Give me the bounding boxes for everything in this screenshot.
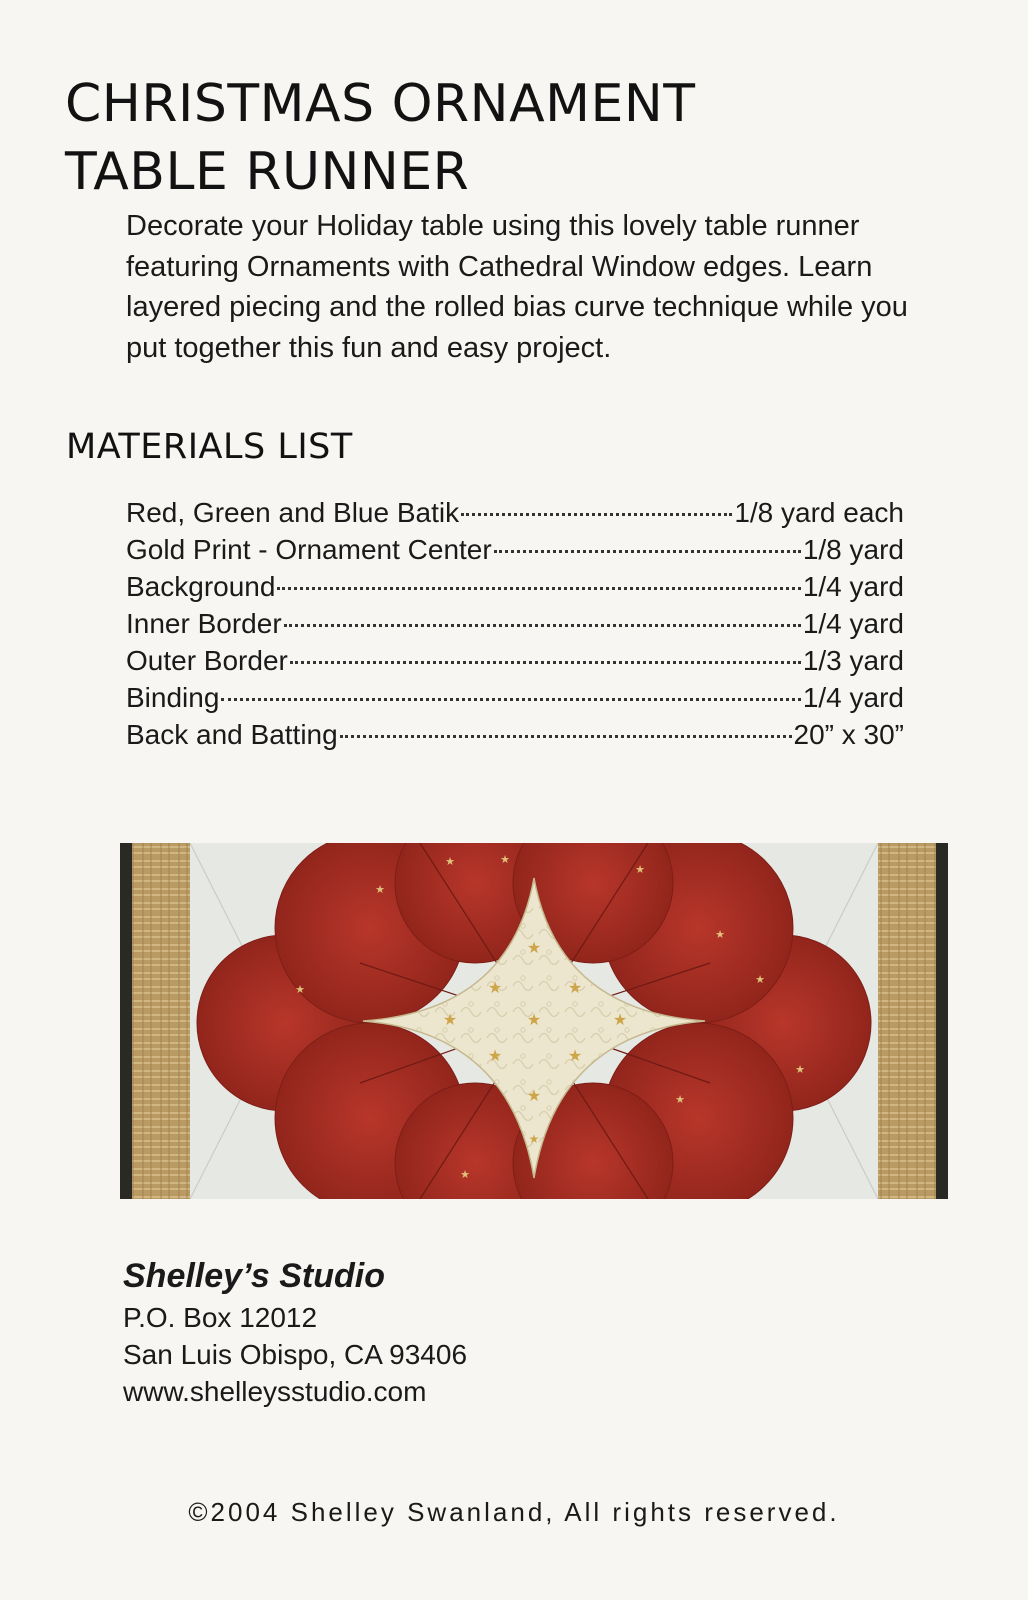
- studio-contact: [123, 1255, 723, 1410]
- material-amount: 1/8 yard: [802, 534, 904, 565]
- studio-website[interactable]: www.shelleysstudio.com: [123, 1376, 427, 1407]
- svg-text:★: ★: [526, 938, 542, 957]
- studio-address-1: P.O. Box 12012: [123, 1302, 318, 1333]
- dot-leader: [277, 587, 800, 590]
- title-line-1: CHRISTMAS ORNAMENT: [65, 74, 696, 134]
- material-amount: 20” x 30”: [793, 719, 904, 750]
- materials-list: [126, 494, 904, 753]
- material-item: [126, 716, 904, 753]
- dot-leader: [494, 550, 801, 553]
- copyright-notice: ©2004 Shelley Swanland, All rights reserved.: [188, 1497, 840, 1527]
- svg-text:★: ★: [487, 1046, 503, 1065]
- material-name: Outer Border: [126, 645, 288, 676]
- binding-left: [120, 843, 132, 1199]
- materials-heading: MATERIALS LIST: [66, 427, 353, 467]
- svg-text:★: ★: [528, 1132, 540, 1146]
- material-name: Background: [126, 571, 276, 602]
- dot-leader: [290, 661, 801, 664]
- svg-text:★: ★: [442, 1010, 458, 1029]
- material-amount: 1/8 yard each: [734, 497, 904, 528]
- svg-text:★: ★: [612, 1010, 628, 1029]
- svg-text:★: ★: [526, 1086, 542, 1105]
- table-runner-photo: [120, 843, 948, 1199]
- studio-address-2: San Luis Obispo, CA 93406: [123, 1339, 468, 1370]
- svg-text:★: ★: [445, 855, 455, 868]
- svg-text:★: ★: [675, 1093, 685, 1106]
- svg-text:★: ★: [295, 983, 305, 996]
- title-line-2: TABLE RUNNER: [65, 142, 470, 202]
- material-amount: 1/3 yard: [802, 645, 904, 676]
- material-item: [126, 531, 904, 568]
- pattern-title: [65, 70, 965, 206]
- dot-leader: [284, 624, 801, 627]
- material-name: Back and Batting: [126, 719, 338, 750]
- svg-text:★: ★: [500, 853, 510, 866]
- material-item: [126, 642, 904, 679]
- svg-text:★: ★: [460, 1168, 470, 1181]
- material-name: Gold Print - Ornament Center: [126, 534, 492, 565]
- dot-leader: [221, 698, 800, 701]
- material-item: [126, 679, 904, 716]
- svg-text:★: ★: [567, 978, 583, 997]
- material-item: [126, 605, 904, 642]
- dot-leader: [340, 735, 792, 738]
- svg-text:★: ★: [755, 973, 765, 986]
- material-amount: 1/4 yard: [802, 608, 904, 639]
- svg-text:★: ★: [375, 883, 385, 896]
- material-amount: 1/4 yard: [802, 571, 904, 602]
- svg-text:★: ★: [567, 1046, 583, 1065]
- material-name: Binding: [126, 682, 220, 713]
- material-item: [126, 568, 904, 605]
- material-item: [126, 494, 904, 531]
- svg-text:★: ★: [487, 978, 503, 997]
- dot-leader: [461, 513, 732, 516]
- svg-text:★: ★: [795, 1063, 805, 1076]
- svg-text:★: ★: [715, 928, 725, 941]
- studio-name: Shelley’s Studio: [123, 1257, 386, 1295]
- material-name: Inner Border: [126, 608, 282, 639]
- outer-border-right: [878, 843, 936, 1199]
- svg-text:★: ★: [526, 1010, 542, 1029]
- binding-right: [936, 843, 948, 1199]
- intro-paragraph: Decorate your Holiday table using this lovely table runner featuring Ornaments with Cathedral Window edges. Learn layered piecing and the rolled bias curve technique while you put together this fun and easy project.: [126, 210, 908, 364]
- material-amount: 1/4 yard: [802, 682, 904, 713]
- outer-border-left: [132, 843, 190, 1199]
- material-name: Red, Green and Blue Batik: [126, 497, 460, 528]
- svg-text:★: ★: [635, 863, 645, 876]
